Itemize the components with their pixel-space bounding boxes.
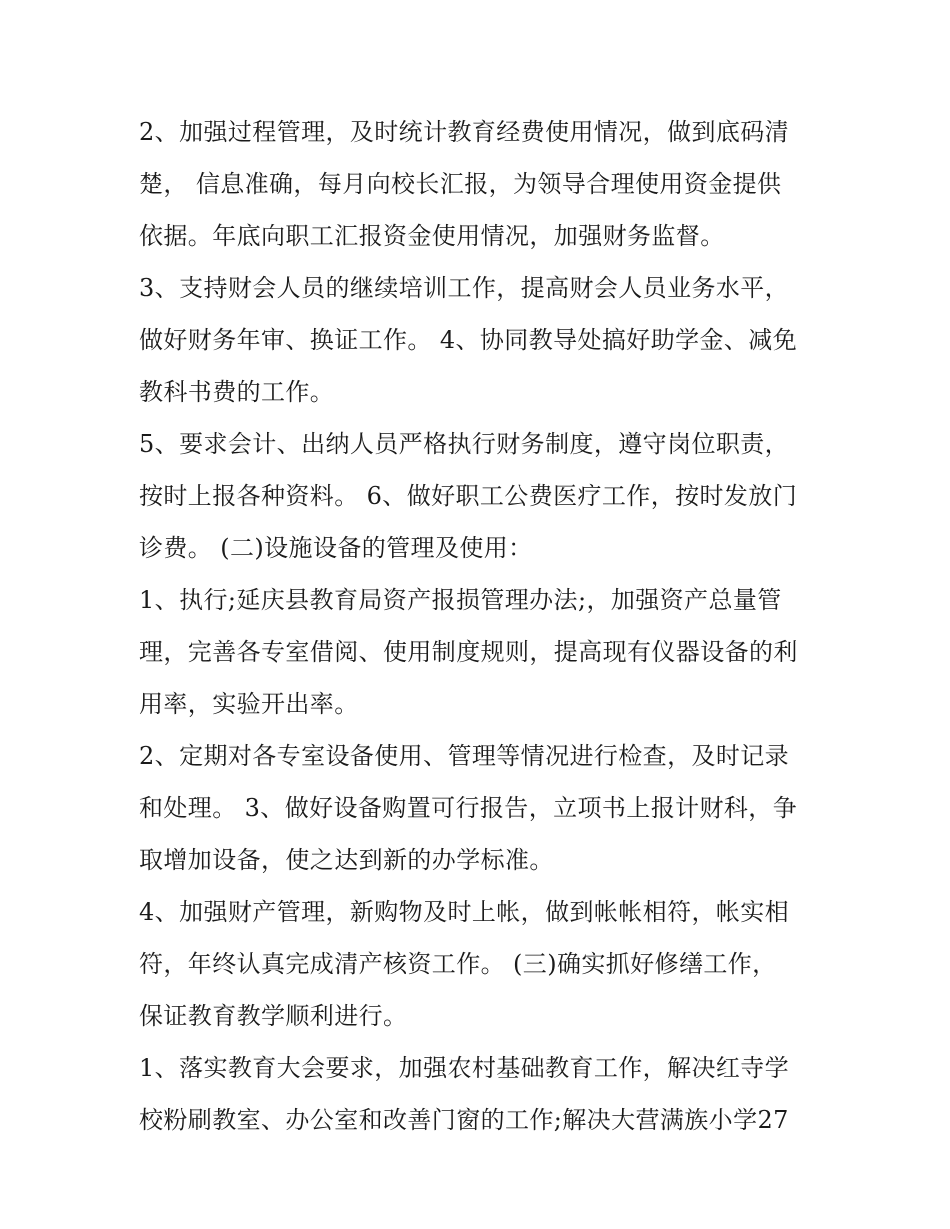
- text-line-15: 取增加设备，使之达到新的办学标准。: [139, 846, 554, 874]
- text-line-19: 1、落实教育大会要求，加强农村基础教育工作，解决红寺学: [139, 1054, 790, 1082]
- text-line-3: 依据。年底向职工汇报资金使用情况，加强财务监督。: [139, 222, 725, 250]
- text-line-5: 做好财务年审、换证工作。 4、协同教导处搞好助学金、减免: [139, 326, 798, 354]
- text-line-7: 5、要求会计、出纳人员严格执行财务制度，遵守岗位职责，: [139, 430, 790, 458]
- text-line-4: 3、支持财会人员的继续培训工作，提高财会人员业务水平，: [139, 274, 790, 302]
- text-line-17: 符，年终认真完成清产核资工作。 (三)确实抓好修缮工作，: [139, 950, 777, 978]
- text-line-13: 2、定期对各专室设备使用、管理等情况进行检查，及时记录: [139, 742, 790, 770]
- text-line-10: 1、执行;延庆县教育局资产报损管理办法;，加强资产总量管: [139, 586, 782, 614]
- text-line-8: 按时上报各种资料。 6、做好职工公费医疗工作，按时发放门: [139, 482, 798, 510]
- text-line-18: 保证教育教学顺利进行。: [139, 1002, 408, 1030]
- text-line-16: 4、加强财产管理，新购物及时上帐，做到帐帐相符，帐实相: [139, 898, 790, 926]
- text-line-14: 和处理。 3、做好设备购置可行报告，立项书上报计财科，争: [139, 794, 798, 822]
- text-line-2: 楚， 信息准确，每月向校长汇报，为领导合理使用资金提供: [139, 170, 782, 198]
- text-line-9: 诊费。 (二)设施设备的管理及使用：: [139, 534, 533, 562]
- text-line-12: 用率，实验开出率。: [139, 690, 359, 718]
- text-line-11: 理，完善各专室借阅、使用制度规则，提高现有仪器设备的利: [139, 638, 798, 666]
- text-line-20: 校粉刷教室、办公室和改善门窗的工作;解决大营满族小学27: [139, 1106, 789, 1134]
- text-line-6: 教科书费的工作。: [139, 378, 335, 406]
- document-body: [139, 106, 819, 1146]
- text-line-1: 2、加强过程管理，及时统计教育经费使用情况，做到底码清: [139, 118, 790, 146]
